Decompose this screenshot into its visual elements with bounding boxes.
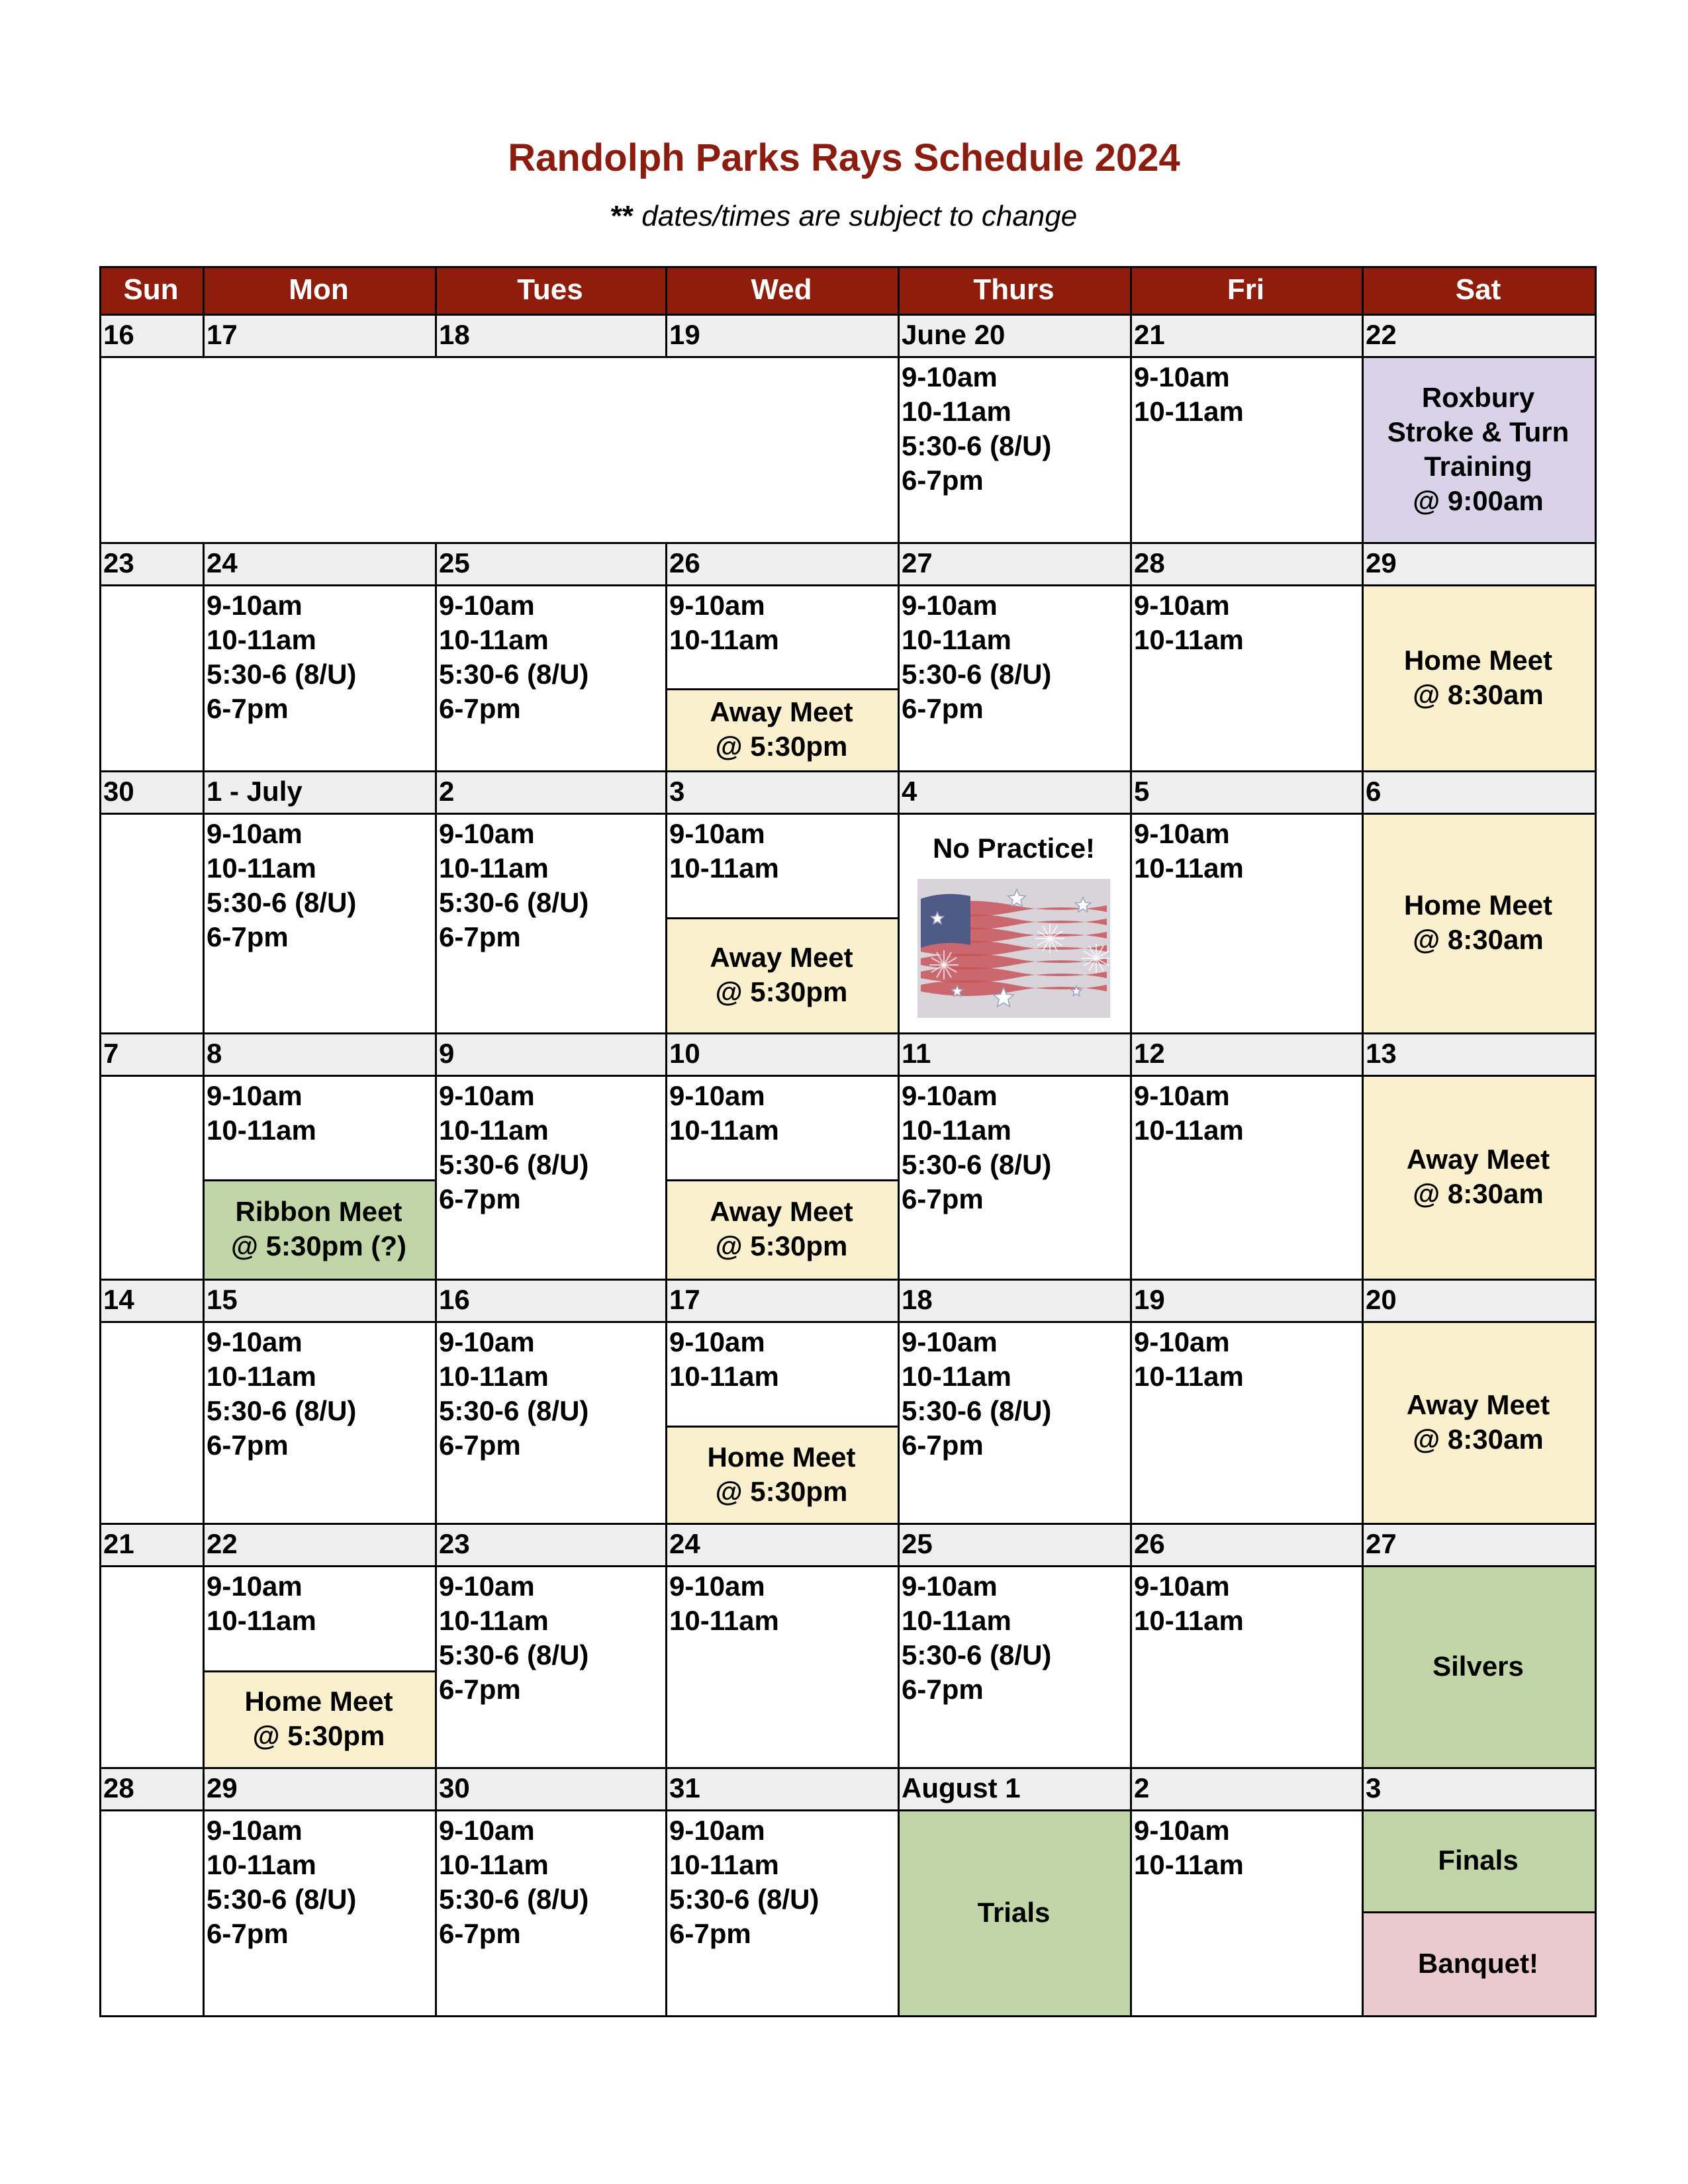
cell-divider xyxy=(665,1179,898,1181)
grid-line xyxy=(99,1767,1597,1769)
grid-line xyxy=(898,1075,900,1281)
date-cell: 26 xyxy=(1130,1523,1362,1565)
date-cell: 31 xyxy=(665,1767,898,1809)
grid-line xyxy=(1130,584,1132,772)
grid-line xyxy=(898,1032,900,1075)
event-silvers: Silvers xyxy=(1362,1565,1595,1767)
grid-line xyxy=(665,1809,667,2017)
event-home-meet: Home Meet @ 8:30am xyxy=(1362,584,1595,770)
event-away-meet: Away Meet @ 5:30pm xyxy=(665,1179,898,1279)
grid-line xyxy=(1130,1075,1132,1281)
date-cell: 15 xyxy=(203,1279,435,1321)
date-cell: 25 xyxy=(898,1523,1130,1565)
day-header-tues: Tues xyxy=(435,266,665,314)
cell-divider xyxy=(665,1426,898,1428)
day-header-thurs: Thurs xyxy=(898,266,1130,314)
grid-line xyxy=(435,584,437,772)
grid-line xyxy=(99,1279,1597,1281)
grid-line xyxy=(203,1279,205,1321)
date-cell: 28 xyxy=(99,1767,203,1809)
grid-line xyxy=(99,770,1597,772)
practice-times: 9-10am 10-11am 5:30-6 (8/U) 6-7pm xyxy=(902,1080,1052,1214)
date-cell: 30 xyxy=(435,1767,665,1809)
practice-times: 9-10am 10-11am 5:30-6 (8/U) 6-7pm xyxy=(207,590,357,724)
grid-line xyxy=(665,1767,667,1809)
date-cell: 3 xyxy=(665,770,898,813)
practice-times: 9-10am 10-11am 5:30-6 (8/U) 6-7pm xyxy=(207,1815,357,1949)
grid-line xyxy=(99,266,1597,268)
practice-times: 9-10am 10-11am xyxy=(1134,1326,1244,1392)
event-away-meet: Away Meet @ 5:30pm xyxy=(665,688,898,770)
practice-times: 9-10am 10-11am xyxy=(669,818,779,884)
grid-line xyxy=(1362,266,1364,356)
grid-line xyxy=(435,266,437,356)
grid-line xyxy=(1595,266,1597,2017)
grid-line xyxy=(99,1809,1597,1811)
date-cell: 26 xyxy=(665,542,898,584)
date-cell: 18 xyxy=(435,314,665,356)
grid-line xyxy=(99,1321,1597,1323)
practice-times: 9-10am 10-11am 5:30-6 (8/U) 6-7pm xyxy=(439,1080,589,1214)
date-cell: 29 xyxy=(1362,542,1595,584)
page-subtitle xyxy=(0,200,1688,233)
grid-line xyxy=(435,1523,437,1565)
page-title: Randolph Parks Rays Schedule 2024 xyxy=(508,136,1180,179)
grid-line xyxy=(99,266,101,2017)
date-cell: 3 xyxy=(1362,1767,1595,1809)
grid-line xyxy=(203,542,205,584)
american-flag-fireworks-icon xyxy=(917,879,1110,1018)
grid-line xyxy=(665,584,667,772)
grid-line xyxy=(203,1809,205,2017)
grid-line xyxy=(665,1075,667,1281)
date-cell: 29 xyxy=(203,1767,435,1809)
practice-times: 9-10am 10-11am xyxy=(207,1080,316,1146)
calendar-grid xyxy=(99,266,1597,2017)
subtitle-prefix: ** xyxy=(610,200,634,232)
grid-line xyxy=(203,1767,205,1809)
grid-line xyxy=(1130,1032,1132,1075)
grid-line xyxy=(665,770,667,813)
grid-line xyxy=(435,1075,437,1281)
grid-line xyxy=(1130,1809,1132,2017)
grid-line xyxy=(1130,1321,1132,1525)
date-cell: August 1 xyxy=(898,1767,1130,1809)
grid-line xyxy=(1130,1565,1132,1769)
practice-times: 9-10am 10-11am 5:30-6 (8/U) 6-7pm xyxy=(902,361,1052,496)
event-home-meet: Home Meet @ 5:30pm xyxy=(665,1426,898,1523)
date-cell: 6 xyxy=(1362,770,1595,813)
practice-times: 9-10am 10-11am xyxy=(669,1080,779,1146)
event-banquet: Banquet! xyxy=(1362,1911,1595,2015)
date-cell: 17 xyxy=(203,314,435,356)
grid-line xyxy=(665,266,667,356)
grid-line xyxy=(1362,356,1364,544)
date-cell: 14 xyxy=(99,1279,203,1321)
date-cell: 22 xyxy=(203,1523,435,1565)
date-cell: 2 xyxy=(435,770,665,813)
date-cell: 2 xyxy=(1130,1767,1362,1809)
grid-line xyxy=(1362,1279,1364,1321)
date-cell: 13 xyxy=(1362,1032,1595,1075)
event-roxbury-training: Roxbury Stroke & Turn Training @ 9:00am xyxy=(1362,356,1595,542)
event-away-meet: Away Meet @ 8:30am xyxy=(1362,1075,1595,1279)
grid-line xyxy=(99,1523,1597,1525)
date-cell: 10 xyxy=(665,1032,898,1075)
practice-times: 9-10am 10-11am xyxy=(1134,818,1244,884)
grid-line xyxy=(99,314,1597,316)
date-cell: 17 xyxy=(665,1279,898,1321)
date-cell: 30 xyxy=(99,770,203,813)
grid-line xyxy=(665,1032,667,1075)
practice-times: 9-10am 10-11am 5:30-6 (8/U) 6-7pm xyxy=(439,1570,589,1705)
grid-line xyxy=(665,1523,667,1565)
event-trials: Trials xyxy=(898,1809,1130,2015)
date-cell: 23 xyxy=(99,542,203,584)
event-away-meet: Away Meet @ 8:30am xyxy=(1362,1321,1595,1523)
grid-line xyxy=(1362,1032,1364,1075)
practice-times: 9-10am 10-11am xyxy=(207,1570,316,1636)
grid-line xyxy=(99,356,1597,358)
cell-divider xyxy=(203,1670,435,1672)
practice-times: 9-10am 10-11am 5:30-6 (8/U) 6-7pm xyxy=(207,1326,357,1461)
grid-line xyxy=(1130,542,1132,584)
date-cell: 19 xyxy=(1130,1279,1362,1321)
grid-line xyxy=(1362,813,1364,1034)
grid-line xyxy=(665,813,667,1034)
grid-line xyxy=(203,266,205,356)
grid-line xyxy=(203,1565,205,1769)
practice-times: 9-10am 10-11am 5:30-6 (8/U) 6-7pm xyxy=(669,1815,820,1949)
grid-line xyxy=(203,813,205,1034)
cell-divider xyxy=(1362,1911,1595,1913)
day-header-wed: Wed xyxy=(665,266,898,314)
grid-line xyxy=(898,1565,900,1769)
cell-divider xyxy=(665,917,898,919)
event-away-meet: Away Meet @ 5:30pm xyxy=(665,917,898,1032)
grid-line xyxy=(435,1032,437,1075)
grid-line xyxy=(665,1279,667,1321)
grid-line xyxy=(1362,1523,1364,1565)
grid-line xyxy=(898,584,900,772)
event-home-meet: Home Meet @ 8:30am xyxy=(1362,813,1595,1032)
date-cell: 20 xyxy=(1362,1279,1595,1321)
grid-line xyxy=(1362,1767,1364,1809)
practice-times: 9-10am 10-11am xyxy=(669,1326,779,1392)
practice-times: 9-10am 10-11am xyxy=(1134,590,1244,655)
grid-line xyxy=(435,1809,437,2017)
date-cell: 9 xyxy=(435,1032,665,1075)
grid-line xyxy=(203,584,205,772)
date-cell: 24 xyxy=(665,1523,898,1565)
grid-line xyxy=(1130,813,1132,1034)
practice-times: 9-10am 10-11am xyxy=(1134,361,1244,427)
grid-line xyxy=(1130,1767,1132,1809)
grid-line xyxy=(435,542,437,584)
cell-divider xyxy=(665,688,898,690)
date-cell: 23 xyxy=(435,1523,665,1565)
date-cell: 4 xyxy=(898,770,1130,813)
practice-times: 9-10am 10-11am xyxy=(1134,1570,1244,1636)
date-cell: 16 xyxy=(99,314,203,356)
grid-line xyxy=(99,542,1597,544)
date-cell: 16 xyxy=(435,1279,665,1321)
date-cell: 1 - July xyxy=(203,770,435,813)
grid-line xyxy=(1130,1523,1132,1565)
practice-times: 9-10am 10-11am 5:30-6 (8/U) 6-7pm xyxy=(439,818,589,952)
date-cell: June 20 xyxy=(898,314,1130,356)
grid-line xyxy=(1130,356,1132,544)
grid-line xyxy=(898,266,900,356)
grid-line xyxy=(435,1279,437,1321)
day-header-mon: Mon xyxy=(203,266,435,314)
date-cell: 19 xyxy=(665,314,898,356)
grid-line xyxy=(1130,770,1132,813)
date-cell: 7 xyxy=(99,1032,203,1075)
grid-line xyxy=(898,770,900,813)
grid-line xyxy=(435,770,437,813)
grid-line xyxy=(898,542,900,584)
practice-times: 9-10am 10-11am 5:30-6 (8/U) 6-7pm xyxy=(439,1815,589,1949)
grid-line xyxy=(665,1565,667,1769)
grid-line xyxy=(898,1767,900,1809)
practice-times: 9-10am 10-11am xyxy=(1134,1815,1244,1880)
grid-line xyxy=(203,1075,205,1281)
grid-line xyxy=(898,1523,900,1565)
practice-times: 9-10am 10-11am 5:30-6 (8/U) 6-7pm xyxy=(439,590,589,724)
practice-times: 9-10am 10-11am xyxy=(669,1570,779,1636)
date-cell: 21 xyxy=(1130,314,1362,356)
grid-line xyxy=(1362,1565,1364,1769)
grid-line xyxy=(99,584,1597,586)
day-header-sat: Sat xyxy=(1362,266,1595,314)
practice-times: 9-10am 10-11am 5:30-6 (8/U) 6-7pm xyxy=(439,1326,589,1461)
event-finals: Finals xyxy=(1362,1809,1595,1911)
date-cell: 18 xyxy=(898,1279,1130,1321)
grid-line xyxy=(1362,1321,1364,1525)
grid-line xyxy=(203,770,205,813)
date-cell: 11 xyxy=(898,1032,1130,1075)
day-header-fri: Fri xyxy=(1130,266,1362,314)
grid-line xyxy=(203,1523,205,1565)
date-cell: 28 xyxy=(1130,542,1362,584)
grid-line xyxy=(1130,266,1132,356)
date-cell: 12 xyxy=(1130,1032,1362,1075)
date-cell: 5 xyxy=(1130,770,1362,813)
date-cell: 22 xyxy=(1362,314,1595,356)
date-cell: 27 xyxy=(898,542,1130,584)
grid-line xyxy=(898,1321,900,1525)
grid-line xyxy=(99,1075,1597,1077)
grid-line xyxy=(1362,1075,1364,1281)
date-cell: 8 xyxy=(203,1032,435,1075)
grid-line xyxy=(203,1032,205,1075)
date-cell: 27 xyxy=(1362,1523,1595,1565)
practice-times: 9-10am 10-11am 5:30-6 (8/U) 6-7pm xyxy=(902,590,1052,724)
grid-line xyxy=(99,1032,1597,1034)
grid-line xyxy=(1362,542,1364,584)
cell-divider xyxy=(203,1179,435,1181)
grid-line xyxy=(203,1321,205,1525)
practice-times: 9-10am 10-11am 5:30-6 (8/U) 6-7pm xyxy=(902,1570,1052,1705)
event-ribbon-meet: Ribbon Meet @ 5:30pm (?) xyxy=(203,1179,435,1279)
grid-line xyxy=(1362,584,1364,772)
grid-line xyxy=(99,1565,1597,1567)
practice-times: 9-10am 10-11am xyxy=(669,590,779,655)
grid-line xyxy=(1362,770,1364,813)
grid-line xyxy=(1362,1809,1364,2017)
no-practice-label: No Practice! xyxy=(932,833,1096,864)
grid-line xyxy=(99,2015,1597,2017)
practice-times: 9-10am 10-11am 5:30-6 (8/U) 6-7pm xyxy=(207,818,357,952)
grid-line xyxy=(898,1809,900,2017)
grid-line xyxy=(898,356,900,544)
grid-line xyxy=(898,1279,900,1321)
grid-line xyxy=(435,1565,437,1769)
event-home-meet: Home Meet @ 5:30pm xyxy=(203,1670,435,1767)
grid-line xyxy=(99,813,1597,815)
grid-line xyxy=(665,542,667,584)
grid-line xyxy=(435,1321,437,1525)
grid-line xyxy=(1130,1279,1132,1321)
date-cell: 25 xyxy=(435,542,665,584)
subtitle-text: dates/times are subject to change xyxy=(641,200,1078,232)
practice-times: 9-10am 10-11am 5:30-6 (8/U) 6-7pm xyxy=(902,1326,1052,1461)
grid-line xyxy=(665,1321,667,1525)
grid-line xyxy=(898,813,900,1034)
day-header-sun: Sun xyxy=(99,266,203,314)
practice-times: 9-10am 10-11am xyxy=(1134,1080,1244,1146)
grid-line xyxy=(435,813,437,1034)
date-cell: 21 xyxy=(99,1523,203,1565)
grid-line xyxy=(435,1767,437,1809)
date-cell: 24 xyxy=(203,542,435,584)
